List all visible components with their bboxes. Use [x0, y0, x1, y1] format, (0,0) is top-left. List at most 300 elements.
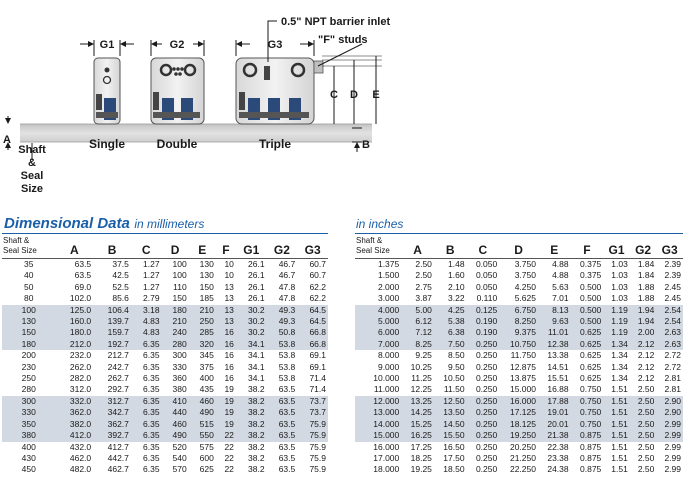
table-cell: 2.50 — [630, 430, 657, 441]
table-cell: 330 — [172, 361, 187, 372]
table-row — [355, 464, 683, 475]
table-cell: 0.250 — [475, 384, 498, 395]
imperial-unit-label: in inches — [356, 217, 404, 231]
table-cell: 0.750 — [580, 384, 602, 395]
table-cell: 64.5 — [297, 316, 328, 327]
shaft-size-cell: 200 — [21, 350, 36, 361]
table-cell: 0.050 — [475, 259, 498, 269]
shaft-size-cell: 15.000 — [355, 430, 401, 441]
table-cell: 462.0 — [69, 452, 92, 463]
table-cell: 16.88 — [547, 384, 569, 395]
table-cell: 19.25 — [410, 464, 432, 475]
table-cell: 63.5 — [267, 419, 298, 430]
shaft-size-cell: 17.000 — [373, 452, 400, 463]
table-cell: 63.5 — [267, 407, 298, 418]
table-cell: 62.2 — [309, 293, 326, 304]
table-cell: 11.01 — [538, 327, 571, 338]
table-cell: 0.250 — [475, 452, 498, 463]
table-cell: 73.7 — [297, 407, 328, 418]
table-cell: 30.2 — [236, 327, 267, 338]
table-cell: 0.250 — [467, 419, 500, 430]
table-cell: 1.19 — [603, 316, 630, 327]
table-cell: 2.50 — [637, 384, 655, 395]
table-cell: 8.13 — [538, 305, 571, 316]
column-header-g1: G1 — [236, 236, 267, 259]
shaft-size-cell: 100 — [2, 305, 55, 316]
table-cell: 5.38 — [434, 316, 467, 327]
shaft-size-cell: 300 — [2, 396, 55, 407]
table-cell: 2.50 — [630, 419, 657, 430]
table-cell: 139.7 — [93, 316, 131, 327]
table-cell: 575 — [199, 441, 214, 452]
table-cell: 22 — [224, 464, 234, 475]
table-cell: 4.250 — [514, 281, 536, 292]
seal-diagram — [0, 0, 685, 205]
table-cell: 1.51 — [611, 452, 628, 463]
table-cell: 232.0 — [69, 350, 92, 361]
table-cell: 490 — [189, 407, 216, 418]
table-cell: 69.1 — [309, 350, 326, 361]
table-cell: 10 — [224, 259, 234, 269]
table-cell: 1.51 — [611, 441, 628, 452]
table-cell: 130 — [199, 259, 214, 269]
table-cell: 63.5 — [267, 430, 298, 441]
table-cell: 63.5 — [267, 396, 298, 407]
table-row — [2, 339, 328, 350]
shaft-size-cell: 400 — [21, 441, 36, 452]
table-cell: 0.750 — [571, 396, 604, 407]
table-cell: 0.875 — [571, 430, 604, 441]
table-cell: 106.4 — [93, 305, 131, 316]
table-cell: 12.875 — [509, 361, 536, 372]
table-cell: 2.50 — [415, 270, 432, 281]
table-cell: 19.01 — [538, 407, 571, 418]
table-cell: 0.375 — [580, 259, 602, 269]
table-row — [2, 350, 328, 361]
table-cell: 38.2 — [236, 430, 267, 441]
header-line: Seal Size — [3, 246, 37, 255]
table-cell: 125.0 — [55, 305, 93, 316]
table-cell: 23.38 — [547, 452, 569, 463]
b-label: B — [362, 139, 370, 151]
table-cell: 15.51 — [547, 373, 569, 384]
table-cell: 38.2 — [248, 441, 265, 452]
a-label: A — [3, 134, 11, 146]
table-cell: 63.5 — [74, 270, 92, 281]
table-cell: 20.01 — [538, 419, 571, 430]
table-cell: 9.50 — [448, 361, 465, 372]
table-cell: 2.10 — [448, 281, 465, 292]
table-cell: 16 — [224, 350, 234, 361]
table-cell: 0.250 — [467, 396, 500, 407]
metric-unit-label: in millimeters — [134, 217, 205, 231]
column-header-b: B — [93, 236, 131, 259]
shaft-size-cell: 180 — [2, 339, 55, 350]
table-cell: 282.0 — [69, 373, 92, 384]
table-cell: 212.7 — [107, 350, 129, 361]
table-cell: 0.050 — [475, 270, 498, 281]
shaft-size-cell: 430 — [21, 452, 36, 463]
table-cell: 0.250 — [475, 350, 498, 361]
table-cell: 38.2 — [248, 452, 265, 463]
table-cell: 85.6 — [112, 293, 129, 304]
table-cell: 22 — [224, 441, 234, 452]
table-cell: 0.625 — [580, 361, 602, 372]
table-cell: 2.75 — [415, 281, 432, 292]
shaft-size-cell: 4.000 — [355, 305, 401, 316]
shaft-size-cell: 10.000 — [373, 373, 400, 384]
table-cell: 60.7 — [309, 259, 326, 269]
table-cell: 50.8 — [267, 327, 298, 338]
shaft-size-cell: 1.375 — [377, 259, 400, 269]
table-cell: 1.94 — [630, 316, 657, 327]
table-cell: 38.2 — [236, 407, 267, 418]
table-row — [2, 293, 328, 304]
table-cell: 300 — [172, 350, 187, 361]
shaft-size-cell: 380 — [2, 430, 55, 441]
table-cell: 13.38 — [547, 350, 569, 361]
table-cell: 26.1 — [248, 259, 265, 269]
table-cell: 262.7 — [107, 373, 129, 384]
column-header-a: A — [401, 236, 434, 259]
table-cell: 1.34 — [611, 373, 628, 384]
g1-label: G1 — [99, 39, 115, 51]
table-cell: 392.7 — [93, 430, 131, 441]
imperial-dimension-table — [355, 236, 683, 476]
table-row — [355, 407, 683, 418]
table-cell: 1.34 — [603, 339, 630, 350]
table-cell: 0.250 — [467, 430, 500, 441]
table-cell: 5.63 — [552, 281, 569, 292]
shaft-size-cell: 35 — [23, 259, 34, 269]
shaft-size-cell: 3.000 — [377, 293, 400, 304]
shaft-size-cell: 80 — [23, 293, 34, 304]
shaft-size-cell: 150 — [2, 327, 55, 338]
table-cell: 192.7 — [93, 339, 131, 350]
table-cell: 34.1 — [236, 339, 267, 350]
table-cell: 150 — [199, 281, 214, 292]
table-cell: 460 — [162, 419, 189, 430]
column-header-g1: G1 — [603, 236, 630, 259]
table-cell: 20.250 — [509, 441, 536, 452]
table-cell: 15.25 — [401, 419, 434, 430]
table-cell: 1.51 — [603, 430, 630, 441]
table-cell: 75.9 — [297, 419, 328, 430]
table-cell: 1.03 — [611, 281, 628, 292]
table-cell: 4.83 — [131, 327, 162, 338]
table-cell: 21.250 — [509, 452, 536, 463]
table-cell: 412.0 — [55, 430, 93, 441]
table-cell: 46.7 — [278, 259, 296, 269]
column-header-a: A — [55, 236, 93, 259]
table-cell: 12.38 — [538, 339, 571, 350]
g2-label: G2 — [169, 39, 185, 51]
table-row — [355, 384, 683, 395]
table-cell: 6.38 — [434, 327, 467, 338]
table-cell: 2.50 — [630, 407, 657, 418]
table-row — [2, 282, 328, 293]
shaft-size-cell: 9.000 — [377, 361, 400, 372]
table-cell: 1.19 — [603, 305, 630, 316]
table-cell: 435 — [199, 384, 214, 395]
shaft-seal-size-header — [2, 236, 55, 259]
table-cell: 1.27 — [143, 259, 160, 269]
shaft-size-cell: 130 — [2, 316, 55, 327]
shaft-size-cell: 11.000 — [373, 384, 400, 395]
table-row — [2, 407, 328, 418]
table-cell: 0.625 — [571, 327, 604, 338]
table-cell: 47.8 — [278, 281, 296, 292]
table-cell: 8.50 — [448, 350, 465, 361]
table-cell: 62.2 — [309, 281, 326, 292]
table-cell: 16.50 — [443, 441, 465, 452]
table-cell: 6.35 — [131, 430, 162, 441]
table-cell: 332.0 — [55, 396, 93, 407]
table-cell: 16 — [224, 373, 234, 384]
table-cell: 2.99 — [664, 452, 681, 463]
table-cell: 102.0 — [69, 293, 92, 304]
table-cell: 2.50 — [415, 259, 432, 269]
table-cell: 1.84 — [637, 259, 655, 269]
shaft-size-cell: 330 — [2, 407, 55, 418]
header-line: Shaft & — [356, 236, 383, 245]
table-cell: 262.0 — [69, 361, 92, 372]
metric-title — [4, 215, 204, 233]
table-cell: 1.60 — [448, 270, 465, 281]
table-row — [2, 373, 328, 384]
table-cell: 600 — [199, 452, 214, 463]
table-cell: 19 — [224, 384, 234, 395]
table-cell: 2.90 — [656, 396, 683, 407]
table-row — [2, 316, 328, 327]
table-cell: 13 — [216, 305, 236, 316]
table-cell: 3.18 — [131, 305, 162, 316]
table-row — [355, 293, 683, 304]
table-cell: 71.4 — [309, 373, 326, 384]
table-cell: 11.50 — [443, 384, 465, 395]
shaft-size-label-4: Size — [20, 183, 44, 195]
table-cell: 19 — [216, 419, 236, 430]
double-seal — [151, 58, 204, 124]
table-row — [355, 419, 683, 430]
table-cell: 64.5 — [297, 305, 328, 316]
table-cell: 30.2 — [236, 305, 267, 316]
table-cell: 2.45 — [664, 281, 681, 292]
table-cell: 49.3 — [267, 305, 298, 316]
table-cell: 100 — [172, 270, 187, 281]
table-row — [2, 442, 328, 453]
table-cell: 12.25 — [410, 384, 432, 395]
table-cell: 1.84 — [637, 270, 655, 281]
barrier-inlet-label: 0.5" NPT barrier inlet — [281, 16, 391, 28]
table-cell: 110 — [173, 281, 187, 292]
table-cell: 15.50 — [434, 430, 467, 441]
table-cell: 285 — [189, 327, 216, 338]
table-cell: 242.7 — [107, 361, 129, 372]
table-cell: 11.750 — [510, 350, 536, 361]
single-label: Single — [88, 137, 126, 151]
table-cell: 375 — [199, 361, 214, 372]
table-cell: 75.9 — [309, 441, 326, 452]
table-row — [355, 339, 683, 350]
table-cell: 69.0 — [74, 281, 92, 292]
table-row — [2, 362, 328, 373]
triple-label: Triple — [258, 137, 292, 151]
table-cell: 0.750 — [571, 407, 604, 418]
table-cell: 13.50 — [434, 407, 467, 418]
table-cell: 210 — [162, 316, 189, 327]
table-cell: 10.25 — [410, 361, 432, 372]
table-cell: 30.2 — [236, 316, 267, 327]
table-cell: 6.35 — [143, 361, 160, 372]
table-cell: 0.250 — [467, 339, 500, 350]
table-cell: 2.99 — [656, 419, 683, 430]
table-cell: 47.8 — [278, 293, 296, 304]
shaft-size-cell: 7.000 — [355, 339, 401, 350]
table-cell: 0.750 — [571, 419, 604, 430]
table-row — [355, 316, 683, 327]
table-cell: 6.750 — [499, 305, 538, 316]
table-cell: 2.50 — [637, 464, 655, 475]
table-cell: 380 — [172, 384, 187, 395]
table-cell: 515 — [189, 419, 216, 430]
table-cell: 1.27 — [143, 281, 160, 292]
shaft-size-label-3: Seal — [20, 170, 44, 182]
table-cell: 24.38 — [547, 464, 569, 475]
table-cell: 13 — [224, 281, 234, 292]
table-cell: 6.35 — [131, 419, 162, 430]
table-cell: 22 — [224, 452, 234, 463]
table-cell: 440 — [162, 407, 189, 418]
table-cell: 4.88 — [552, 270, 569, 281]
column-header-g3: G3 — [656, 236, 683, 259]
imperial-title — [356, 215, 403, 233]
table-cell: 9.375 — [499, 327, 538, 338]
table-cell: 3.87 — [415, 293, 432, 304]
table-cell: 19 — [216, 396, 236, 407]
column-header-g2: G2 — [630, 236, 657, 259]
table-cell: 22.38 — [547, 441, 569, 452]
shaft-size-cell: 230 — [21, 361, 36, 372]
table-cell: 2.99 — [664, 464, 681, 475]
column-header-c: C — [131, 236, 162, 259]
table-cell: 0.875 — [580, 452, 602, 463]
table-cell: 9.25 — [415, 350, 432, 361]
triple-seal — [236, 58, 323, 124]
table-row — [355, 362, 683, 373]
table-row — [355, 373, 683, 384]
table-row — [2, 430, 328, 441]
table-cell: 26.1 — [248, 293, 265, 304]
f-studs-label: "F" studs — [318, 34, 368, 46]
table-cell: 312.0 — [69, 384, 92, 395]
table-cell: 53.8 — [267, 339, 298, 350]
table-row — [2, 305, 328, 316]
table-cell: 2.45 — [664, 293, 681, 304]
table-cell: 0.375 — [580, 270, 602, 281]
table-cell: 362.0 — [55, 407, 93, 418]
table-cell: 442.7 — [107, 452, 129, 463]
table-cell: 490 — [162, 430, 189, 441]
shaft-size-cell: 16.000 — [373, 441, 400, 452]
shaft-size-label-1: Shaft — [18, 144, 46, 156]
table-cell: 180.0 — [55, 327, 93, 338]
table-cell: 4.83 — [131, 316, 162, 327]
table-cell: 14.25 — [401, 407, 434, 418]
table-cell: 63.5 — [278, 452, 296, 463]
table-row — [2, 419, 328, 430]
c-label: C — [330, 89, 338, 101]
table-cell: 0.250 — [467, 407, 500, 418]
column-header-b: B — [434, 236, 467, 259]
table-cell: 18.50 — [443, 464, 465, 475]
table-cell: 38.2 — [248, 464, 265, 475]
table-cell: 2.81 — [664, 384, 681, 395]
shaft-size-cell: 14.000 — [355, 419, 401, 430]
table-cell: 22 — [216, 430, 236, 441]
table-cell: 400 — [199, 373, 214, 384]
table-cell: 3.22 — [448, 293, 465, 304]
table-cell: 570 — [172, 464, 187, 475]
table-cell: 16.000 — [499, 396, 538, 407]
table-cell: 2.50 — [637, 441, 655, 452]
table-cell: 0.875 — [580, 441, 602, 452]
table-cell: 482.0 — [69, 464, 92, 475]
table-cell: 460 — [189, 396, 216, 407]
table-header-row — [2, 236, 328, 259]
table-cell: 2.54 — [656, 316, 683, 327]
table-cell: 410 — [162, 396, 189, 407]
table-row — [355, 327, 683, 338]
table-row — [355, 453, 683, 464]
table-cell: 8.250 — [499, 316, 538, 327]
table-cell: 63.5 — [278, 384, 296, 395]
table-cell: 0.625 — [580, 373, 602, 384]
table-cell: 66.8 — [297, 327, 328, 338]
table-cell: 7.12 — [401, 327, 434, 338]
table-cell: 2.12 — [637, 373, 655, 384]
table-cell: 2.54 — [656, 305, 683, 316]
column-header-d: D — [499, 236, 538, 259]
shaft-size-cell: 280 — [21, 384, 36, 395]
table-cell: 312.7 — [93, 396, 131, 407]
table-cell: 292.7 — [107, 384, 129, 395]
table-cell: 2.63 — [656, 327, 683, 338]
shaft-size-cell: 40 — [23, 270, 34, 281]
table-cell: 1.34 — [611, 361, 628, 372]
table-cell: 540 — [172, 452, 187, 463]
dimensional-data-heading: Dimensional Data — [4, 215, 130, 232]
table-cell: 625 — [199, 464, 214, 475]
table-row — [2, 453, 328, 464]
table-cell: 60.7 — [309, 270, 326, 281]
table-cell: 250 — [189, 316, 216, 327]
table-cell: 13.25 — [401, 396, 434, 407]
table-cell: 6.35 — [143, 350, 160, 361]
table-cell: 0.500 — [580, 293, 602, 304]
table-cell: 1.94 — [630, 305, 657, 316]
table-cell: 16.25 — [401, 430, 434, 441]
table-cell: 0.250 — [475, 361, 498, 372]
table-cell: 342.7 — [93, 407, 131, 418]
shaft-size-cell: 1.500 — [377, 270, 400, 281]
table-cell: 1.27 — [143, 270, 160, 281]
table-cell: 1.51 — [611, 464, 628, 475]
table-row — [355, 259, 683, 271]
column-header-g3: G3 — [297, 236, 328, 259]
table-cell: 180 — [162, 305, 189, 316]
shaft-size-cell: 12.000 — [355, 396, 401, 407]
